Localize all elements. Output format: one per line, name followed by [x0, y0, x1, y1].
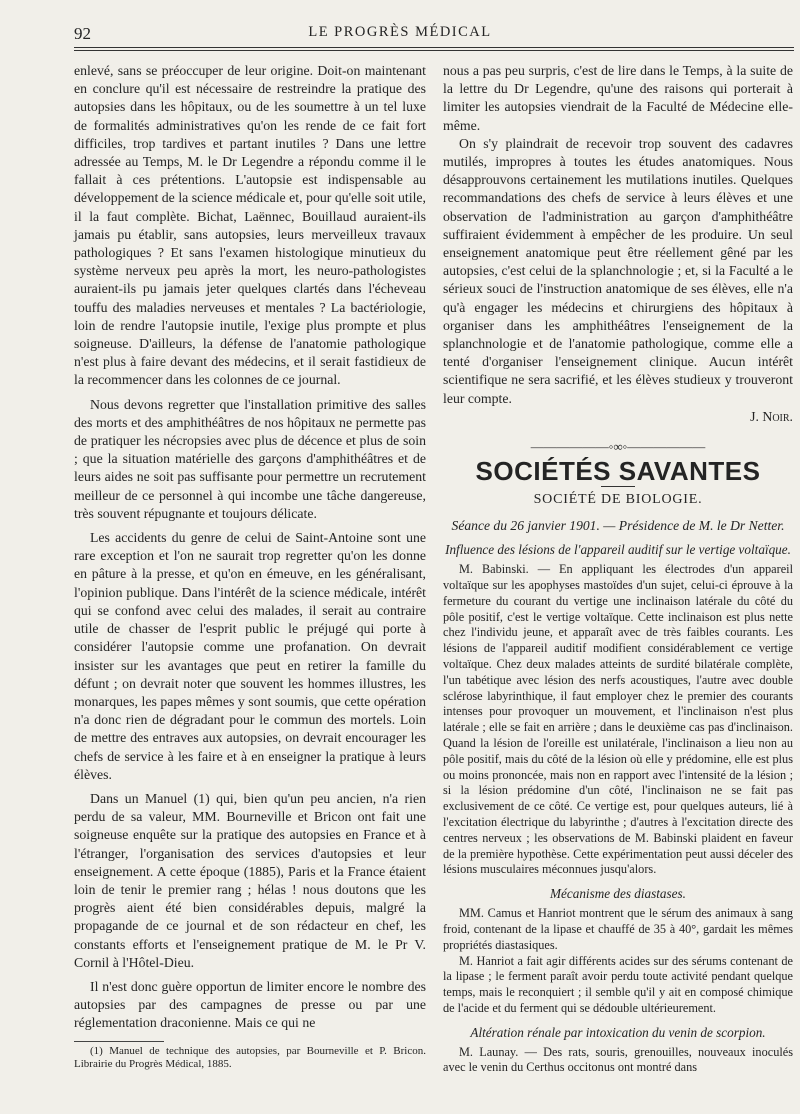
section-title: SOCIÉTÉS SAVANTES — [475, 456, 761, 487]
society-heading: SOCIÉTÉ DE BIOLOGIE. — [533, 492, 703, 508]
report-title: Mécanisme des diastases. — [550, 886, 686, 902]
running-title: LE PROGRÈS MÉDICAL — [308, 24, 492, 40]
paragraph: Il n'est donc guère opportun de limiter encore le nombre des autopsies par des campagnes de presse ou par une réglementation draconienne. Mais ce qui ne — [74, 978, 426, 1031]
footnote-rule — [74, 1041, 164, 1042]
paragraph: Les accidents du genre de celui de Saint-Antoine sont une rare exception et l'on ne saurait trop regretter qu'on les donne en pâture à la presse, et qu'on en émeuve, en les généralisant, l'opinion publique. Dans l'intérêt de la science médicale, intérêt qui se confond avec celui des malades, il serait au contraire utile de chasser de l'esprit public le préjugé qui porte à considérer l'autopsie comme une profanation. On devrait insister sur les avantages que peut en retirer la famille du défunt ; on devrait noter que souvent les hommes illustres, les monarques, les papes mêmes y sont soumis, que cette opération n'a donc rien de dégradant pour le commun des mortels. Loin de mettre des entraves aux autopsies, on devrait encourager les chefs de service à les faire et à en enseigner la pratique à leurs élèves. — [74, 530, 426, 782]
signature: J. Noir. — [750, 408, 793, 424]
paragraph: nous a pas peu surpris, c'est de lire dans le Temps, à la suite de la lettre du Dr Legendre, qu'une des raisons qui porterait à limiter les autopsies viendrait de la Faculté de Médecine elle-même. — [443, 63, 793, 133]
section-ornament: ——————◦∞◦—————— — [530, 439, 706, 455]
left-column — [74, 62, 426, 1072]
paragraph: Nous devons regretter que l'installation primitive des salles des morts et des amphithéâtres de nos hôpitaux ne permette pas de pratiquer les nécropsies avec plus de décence et plus de soin ; que la situation matérielle des garçons d'amphithéâtres et de leurs aides ne soit pas suffisante pour permettre un recrutement meilleur de ce personnel à qui incombe une tâche dangereuse, très souvent répugnante et toujours délicate. — [74, 396, 426, 521]
header-rule-double — [74, 50, 794, 51]
report-text: M. Launay. — Des rats, souris, grenouilles, nouveaux inoculés avec le venin du Certhus occitonus ont montré dans — [443, 1044, 793, 1075]
report-title: Altération rénale par intoxication du venin de scorpion. — [470, 1024, 766, 1040]
section-title-rule — [601, 486, 635, 487]
footnote: (1) Manuel de technique des autopsies, par Bourneville et P. Bricon. Librairie du Progrès Médical, 1885. — [74, 1044, 426, 1071]
seance-line: Séance du 26 janvier 1901. — Présidence de M. le Dr Netter. — [451, 517, 785, 533]
society-reports — [443, 542, 793, 1076]
paragraph: Dans un Manuel (1) qui, bien qu'un peu ancien, n'a rien perdu de sa valeur, MM. Bourneville et Bricon ont fait une soigneuse enquête sur la pratique des autopsies en France et à l'étranger, l'organisation des services d'autopsies et leur enseignement. A cette époque (1885), Paris et la France étaient loin de tenir le premier rang ; hélas ! nous doutons que les progrès aient été bien considérables depuis, malgré la propagande de ce journal et de son rédacteur en chef, les constants efforts et l'enseignement pratique de M. le Pr V. Cornil à l'Hôtel-Dieu. — [74, 790, 426, 970]
page-number: 92 — [74, 24, 91, 43]
report-text: M. Hanriot a fait agir différents acides sur des sérums contenant de la lipase ; le ferment paraît avoir perdu toute activité pendant quelque temps, mais le reconquiert ; il semble qu'il y ait en composé chimique de l'acide et du ferment qui se dédouble ultérieurement. — [443, 953, 793, 1015]
paragraph: On s'y plaindrait de recevoir trop souvent des cadavres mutilés, impropres à toutes les études anatomiques. Nous désapprouvons certainement les mutilations inutiles. Quelques recommandations des chefs de service à leurs élèves et une observation de l'administration au garçon d'amphithéâtre suffiraient évidemment à empêcher de les produire. Un seul enseignement anatomique peut être réellement gêné par les autopsies, c'est celui de la splanchnologie ; et, si la Faculté a le sérieux souci de l'instruction anatomique de ses élèves, elle n'a qu'à engager les médecins et chirurgiens des hôpitaux à organiser dans les amphithéâtres l'enseignement de la splanchnologie et de l'anatomie pathologique, comme elle a tenté d'organiser l'enseignement clinique. Aucun intérêt scientifique ne sera sacrifié, et les élèves studieux y trouveront leur compte. — [443, 135, 793, 406]
report-text: M. Babinski. — En appliquant les électrodes d'un appareil voltaïque sur les apophyses mastoïdes d'un sujet, celui-ci éprouve à la fermeture du courant du vertige une inclinaison latérale du côté du pôle positif, c'est le vertige voltaïque. Cette inclinaison est plus nette chez l'individu jeune, et apparaît avec de très faibles courants. Les lésions de l'appareil auditif modifient considérablement ce vertige voltaïque. Chez deux malades atteints de surdité bilatérale complète, l'un tabétique avec lésion des nerfs acoustiques, l'autre avec double sclérose labyrinthique, il faut employer chez le premier des courants intenses pour provoquer un mouvement, et l'inclinaison n'est plus latérale ; elle se fait en arrière ; dans le deuxième cas pas d'inclinaison. Quand la lésion de l'oreille est unilatérale, l'inclinaison a lieu non au pôle positif, mais du côté de la lésion où elle y prédomine, elle est plus ou moins prononcée, mais non en rapport avec l'intensité de la lésion ; si la lésion prédomine d'un côté, l'inclinaison ne se fait pas exclusivement de ce côté. Ce vertige est, pour quelques auteurs, lié à l'excitation électrique du labyrinthe ; d'autres à l'excitation directe des centres nerveux ; les observations de M. Babinski plaident en faveur de la première hypothèse. Cette expérimentation peut aussi déceler des lésions musculaires méconnues jusqu'alors. — [443, 562, 793, 877]
report-text: MM. Camus et Hanriot montrent que le sérum des animaux à sang froid, contenant de la lipase et chauffé de 35 à 40°, gardait les mêmes propriétés diastasiques. — [443, 906, 793, 952]
paragraph: enlevé, sans se préoccuper de leur origine. Doit-on maintenant en conclure qu'il est nécessaire de restreindre la pratique des autopsies dans les hôpitaux, ou de les soumettre à un tel luxe de formalités administratives qu'on les rende de ce fait fort difficiles, trop tardives et partant inutiles ? Dans une lettre adressée au Temps, M. le Dr Legendre a répondu comme il le fallait à ces prétentions. L'autopsie est indispensable au développement de la science médicale et, pour qu'elle soit utile, il la faut complète. Bichat, Laënnec, Bouillaud auraient-ils jamais pu établir, sans autopsies, leurs merveilleux travaux pathologiques ? Et sans l'examen histologique minutieux du système nerveux peu après la mort, les neuro-pathologistes auraient-ils pu jamais jeter quelques clartés dans l'écheveau touffu des maladies nerveuses et mentales ? La bactériologie, loin de rendre l'autopsie inutile, l'exige plus prompte et plus soigneuse. D'ailleurs, la défense de l'anatomie pathologique n'est plus à faire devant des médecins, et il serait fastidieux de la recommencer dans les colonnes de ce journal. — [74, 63, 426, 388]
report-title: Influence des lésions de l'appareil auditif sur le vertige voltaïque. — [445, 542, 791, 558]
header-rule — [74, 47, 794, 48]
right-column — [443, 62, 793, 1076]
page-header — [0, 24, 800, 44]
